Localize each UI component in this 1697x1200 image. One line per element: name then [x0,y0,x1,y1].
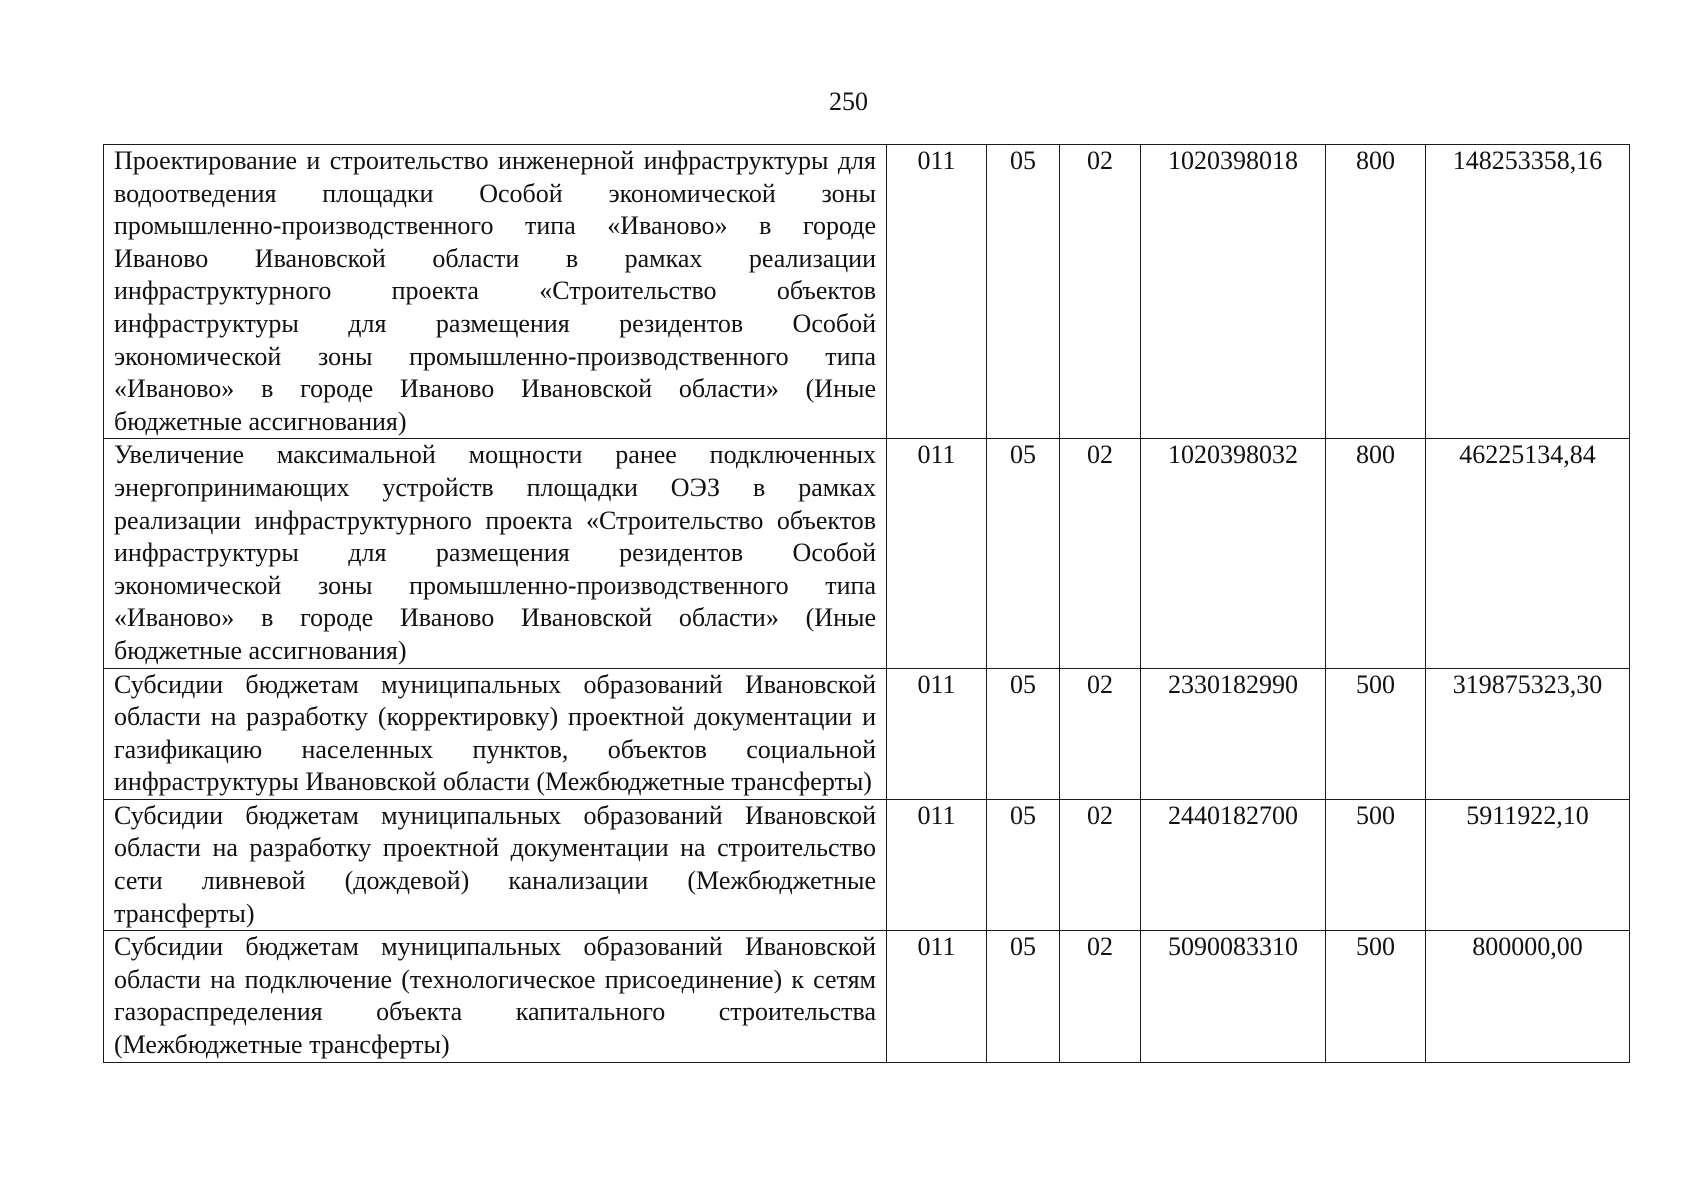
row-description: Субсидии бюджетам муниципальных образований Ивановской области на подключение (технологическое присоединение) к сетям газораспределения объекта капитального строительства (Межбюджетные трансферты) [104,931,887,1062]
amount: 46225134,84 [1426,439,1630,668]
section-code: 05 [987,145,1060,439]
target-article-code: 1020398018 [1141,145,1326,439]
row-description: Субсидии бюджетам муниципальных образований Ивановской области на разработку проектной документации на строительство сети ливневой (дождевой) канализации (Межбюджетные трансферты) [104,799,887,930]
row-description: Субсидии бюджетам муниципальных образований Ивановской области на разработку (корректировку) проектной документации и газификацию населенных пунктов, объектов социальной инфраструктуры Ивановской области (Межбюджетные трансферты) [104,668,887,799]
ministry-code: 011 [887,668,987,799]
section-code: 05 [987,799,1060,930]
table-row [104,439,1630,668]
expense-type-code: 500 [1326,668,1426,799]
section-code: 05 [987,668,1060,799]
table-row [104,668,1630,799]
ministry-code: 011 [887,439,987,668]
expense-type-code: 500 [1326,799,1426,930]
ministry-code: 011 [887,931,987,1062]
budget-table [103,144,1630,1063]
amount: 319875323,30 [1426,668,1630,799]
section-code: 05 [987,439,1060,668]
subsection-code: 02 [1060,668,1141,799]
target-article-code: 2330182990 [1141,668,1326,799]
amount: 5911922,10 [1426,799,1630,930]
target-article-code: 1020398032 [1141,439,1326,668]
expense-type-code: 500 [1326,931,1426,1062]
subsection-code: 02 [1060,145,1141,439]
amount: 148253358,16 [1426,145,1630,439]
row-description: Проектирование и строительство инженерной инфраструктуры для водоотведения площадки Особой экономической зоны промышленно-производственного типа «Иваново» в городе Иваново Ивановской области в рамках реализации инфраструктурного проекта «Строительство объектов инфраструктуры для размещения резидентов Особой экономической зоны промышленно-производственного типа «Иваново» в городе Иваново Ивановской области» (Иные бюджетные ассигнования) [104,145,887,439]
subsection-code: 02 [1060,799,1141,930]
target-article-code: 5090083310 [1141,931,1326,1062]
expense-type-code: 800 [1326,439,1426,668]
ministry-code: 011 [887,145,987,439]
expense-type-code: 800 [1326,145,1426,439]
row-description: Увеличение максимальной мощности ранее подключенных энергопринимающих устройств площадки ОЭЗ в рамках реализации инфраструктурного проекта «Строительство объектов инфраструктуры для размещения резидентов Особой экономической зоны промышленно-производственного типа «Иваново» в городе Иваново Ивановской области» (Иные бюджетные ассигнования) [104,439,887,668]
subsection-code: 02 [1060,931,1141,1062]
amount: 800000,00 [1426,931,1630,1062]
table-row [104,931,1630,1062]
page-number: 250 [829,87,868,116]
target-article-code: 2440182700 [1141,799,1326,930]
subsection-code: 02 [1060,439,1141,668]
ministry-code: 011 [887,799,987,930]
table-row [104,145,1630,439]
table-row [104,799,1630,930]
section-code: 05 [987,931,1060,1062]
